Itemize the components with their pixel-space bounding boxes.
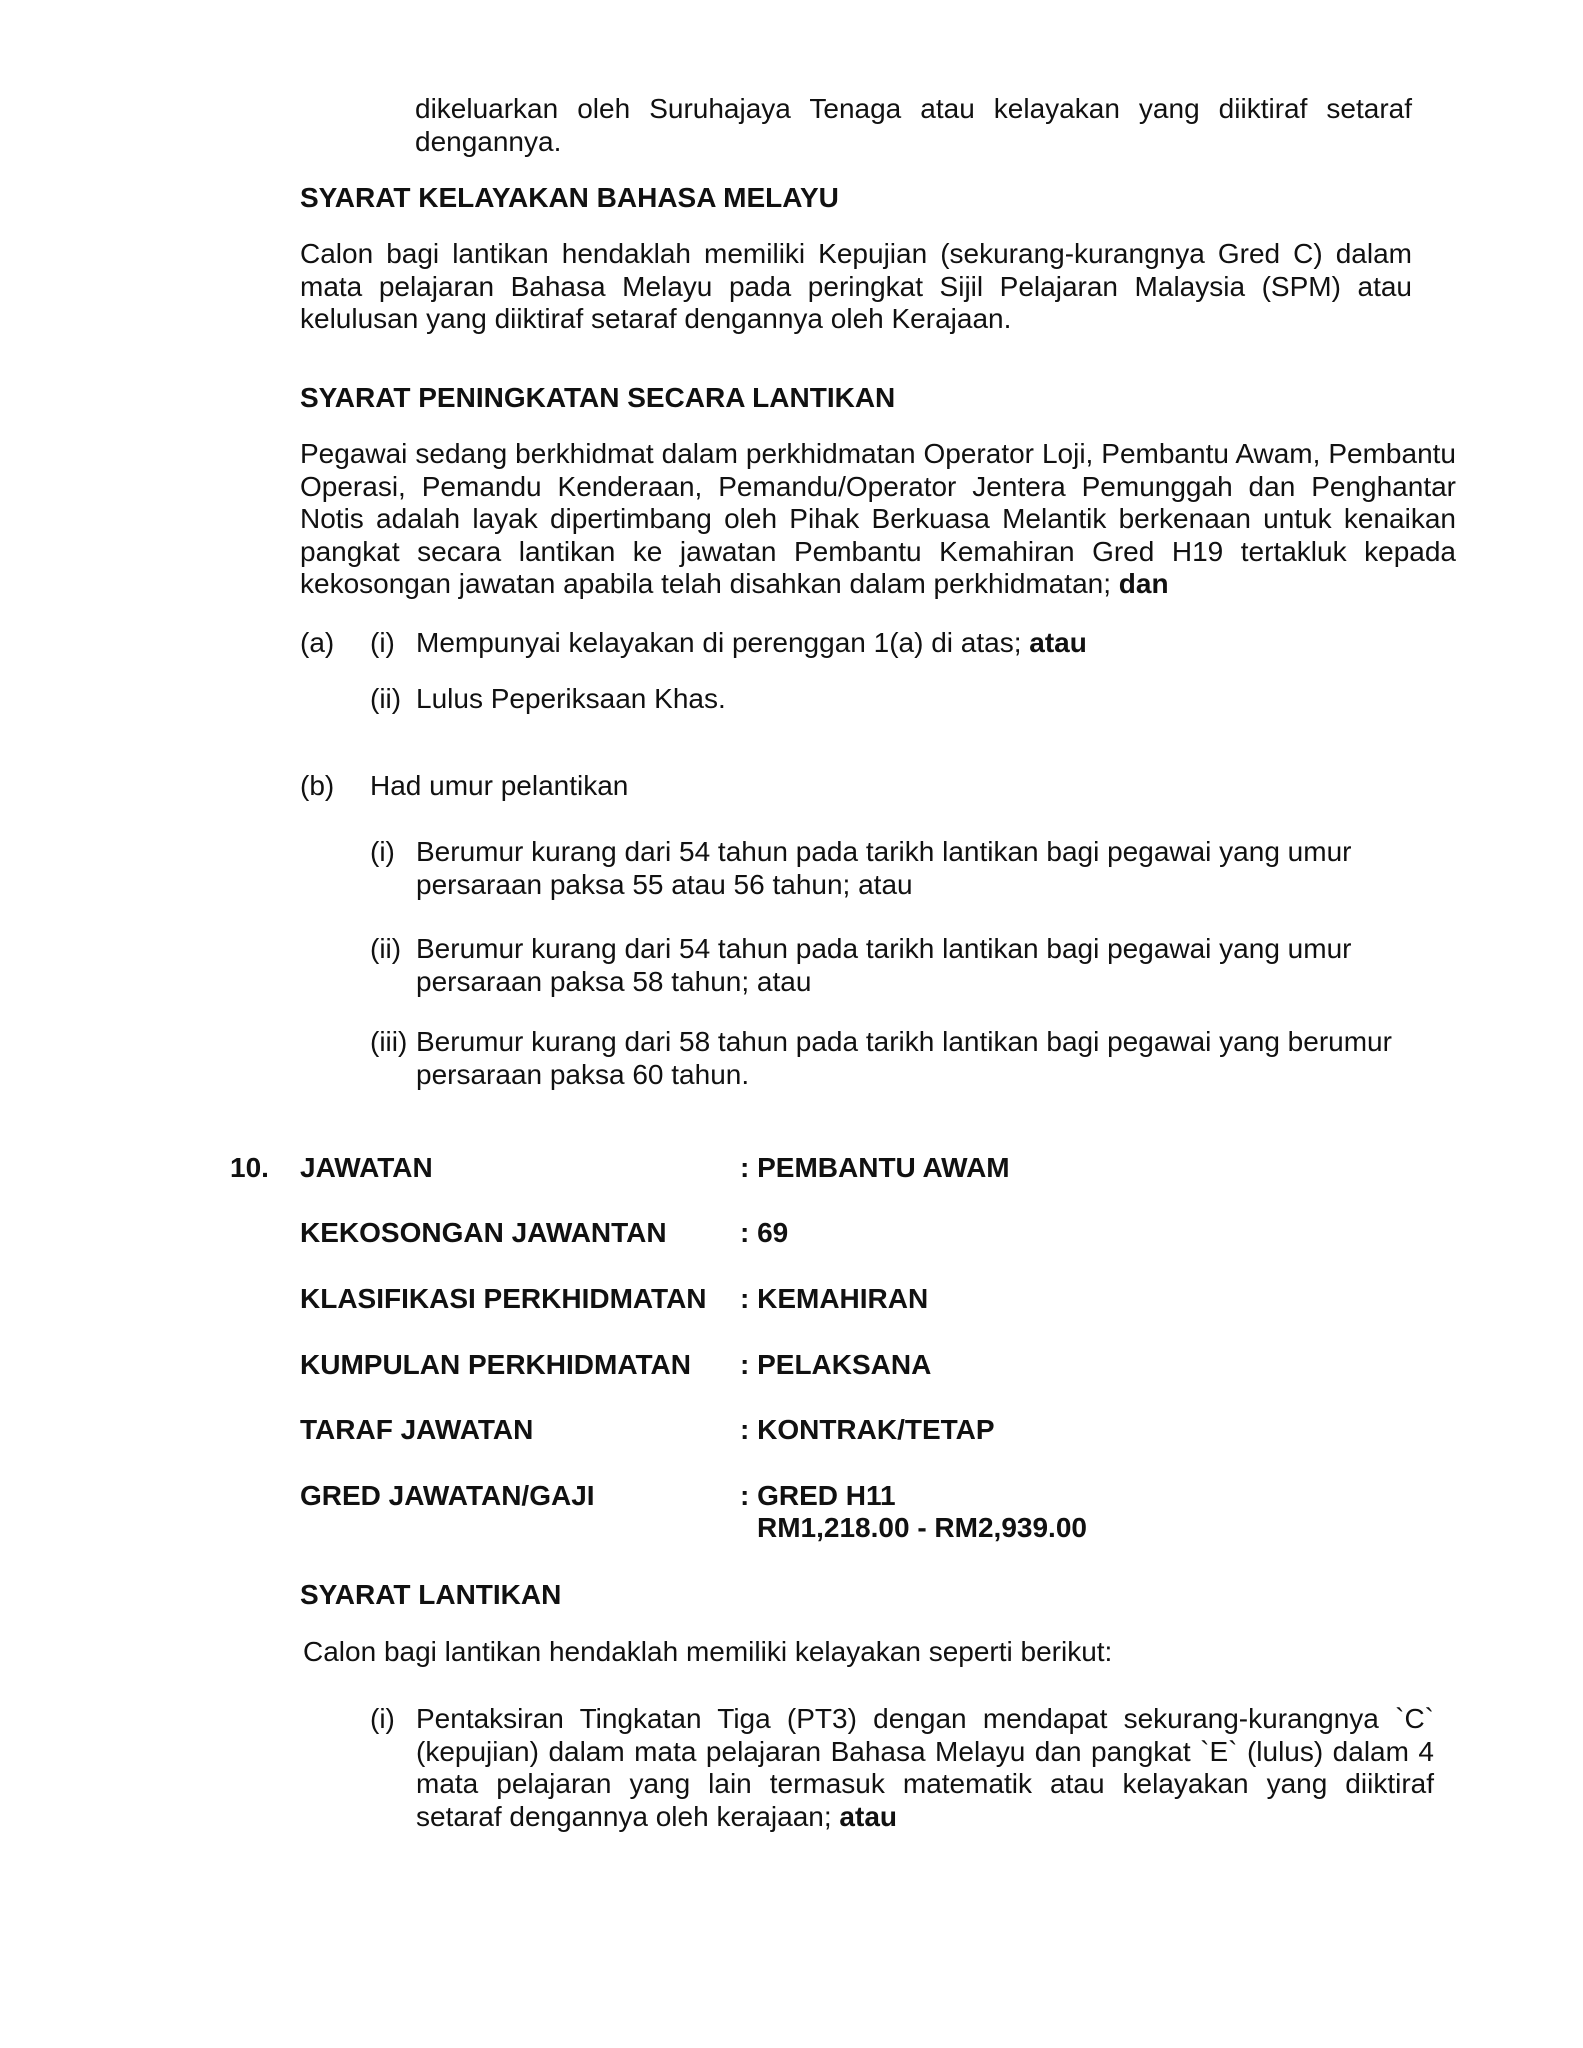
- row-label: TARAF JAWATAN: [300, 1414, 534, 1445]
- item-b-label: (b): [300, 770, 335, 801]
- item-b-iii-text: Berumur kurang dari 58 tahun pada tarikh lantikan bagi pegawai yang berumur persaraan paksa 60 tahun.: [416, 1026, 1392, 1090]
- heading-bahasa-melayu: SYARAT KELAYAKAN BAHASA MELAYU: [300, 182, 839, 213]
- row-value: : KEMAHIRAN: [740, 1283, 929, 1314]
- row-jawatan: [300, 1152, 1583, 1192]
- lantikan-i-text-main: Pentaksiran Tingkatan Tiga (PT3) dengan mendapat sekurang-kurangnya `C` (kepujian) dalam mata pelajaran Bahasa Melayu dan pangkat `E` (lulus) dalam 4 mata pelajaran yang lain termasuk matematik atau kelayakan yang diiktiraf setaraf dengannya oleh kerajaan;: [416, 1703, 1434, 1832]
- row-value: : PEMBANTU AWAM: [740, 1152, 1010, 1183]
- item-a-i-label: (i): [370, 627, 395, 658]
- item-b-iii-label: (iii): [370, 1026, 408, 1057]
- row-label: KEKOSONGAN JAWANTAN: [300, 1217, 667, 1248]
- item-b-ii-label: (ii): [370, 933, 402, 964]
- row-value: : GRED H11: [740, 1480, 896, 1511]
- row-klasifikasi: [300, 1283, 1583, 1323]
- bahasa-paragraph: Calon bagi lantikan hendaklah memiliki Kepujian (sekurang-kurangnya Gred C) dalam mata pelajaran Bahasa Melayu pada peringkat Sijil Pelajaran Malaysia (SPM) atau kelulusan yang diiktiraf setaraf dengannya oleh Kerajaan.: [300, 238, 1412, 334]
- row-value: : 69: [740, 1217, 789, 1248]
- row-value: : PELAKSANA: [740, 1349, 932, 1380]
- item-a-i-text-main: Mempunyai kelayakan di perenggan 1(a) di atas;: [416, 627, 1022, 658]
- row-label: KLASIFIKASI PERKHIDMATAN: [300, 1283, 707, 1314]
- row-label: KUMPULAN PERKHIDMATAN: [300, 1349, 691, 1380]
- item-a-ii-label: (ii): [370, 683, 402, 714]
- row-kekosongan: [300, 1217, 1583, 1257]
- row-label: GRED JAWATAN/GAJI: [300, 1480, 595, 1511]
- row-kumpulan: [300, 1349, 1583, 1389]
- section-number: 10.: [230, 1152, 269, 1183]
- item-b-i-label: (i): [370, 836, 395, 867]
- salary-range: RM1,218.00 - RM2,939.00: [757, 1512, 1087, 1543]
- row-label: JAWATAN: [300, 1152, 433, 1183]
- item-a-i-text: [416, 627, 1087, 660]
- lantikan-i-text: [416, 1703, 1434, 1833]
- item-a-i-bold: atau: [1029, 627, 1087, 658]
- heading-peningkatan: SYARAT PENINGKATAN SECARA LANTIKAN: [300, 382, 896, 413]
- row-taraf: [300, 1414, 1583, 1454]
- continuation-text: dikeluarkan oleh Suruhajaya Tenaga atau kelayakan yang diiktiraf setaraf dengannya.: [415, 93, 1412, 157]
- lantikan-intro: Calon bagi lantikan hendaklah memiliki kelayakan seperti berikut:: [303, 1636, 1113, 1667]
- item-a-label: (a): [300, 627, 335, 658]
- peningkatan-text: Pegawai sedang berkhidmat dalam perkhidmatan Operator Loji, Pembantu Awam, Pembantu Operasi, Pemandu Kenderaan, Pemandu/Operator Jentera Pemunggah dan Penghantar Notis adalah layak dipertimbang oleh Pihak Berkuasa Melantik berkenaan untuk kenaikan pangkat secara lantikan ke jawatan Pembantu Kemahiran Gred H19 tertakluk kepada kekosongan jawatan apabila telah disahkan dalam perkhidmatan;: [300, 438, 1456, 599]
- heading-syarat-lantikan: SYARAT LANTIKAN: [300, 1579, 562, 1610]
- item-b-i-text: Berumur kurang dari 54 tahun pada tarikh lantikan bagi pegawai yang umur persaraan paksa 55 atau 56 tahun; atau: [416, 836, 1352, 900]
- row-value: : KONTRAK/TETAP: [740, 1414, 995, 1445]
- item-b-text: Had umur pelantikan: [370, 770, 629, 801]
- peningkatan-paragraph: [300, 438, 1456, 601]
- peningkatan-bold: dan: [1118, 568, 1169, 599]
- item-a-ii-text: Lulus Peperiksaan Khas.: [416, 683, 726, 714]
- item-b-ii-text: Berumur kurang dari 54 tahun pada tarikh lantikan bagi pegawai yang umur persaraan paksa 58 tahun; atau: [416, 933, 1352, 997]
- lantikan-i-label: (i): [370, 1703, 395, 1734]
- lantikan-i-bold: atau: [839, 1800, 897, 1832]
